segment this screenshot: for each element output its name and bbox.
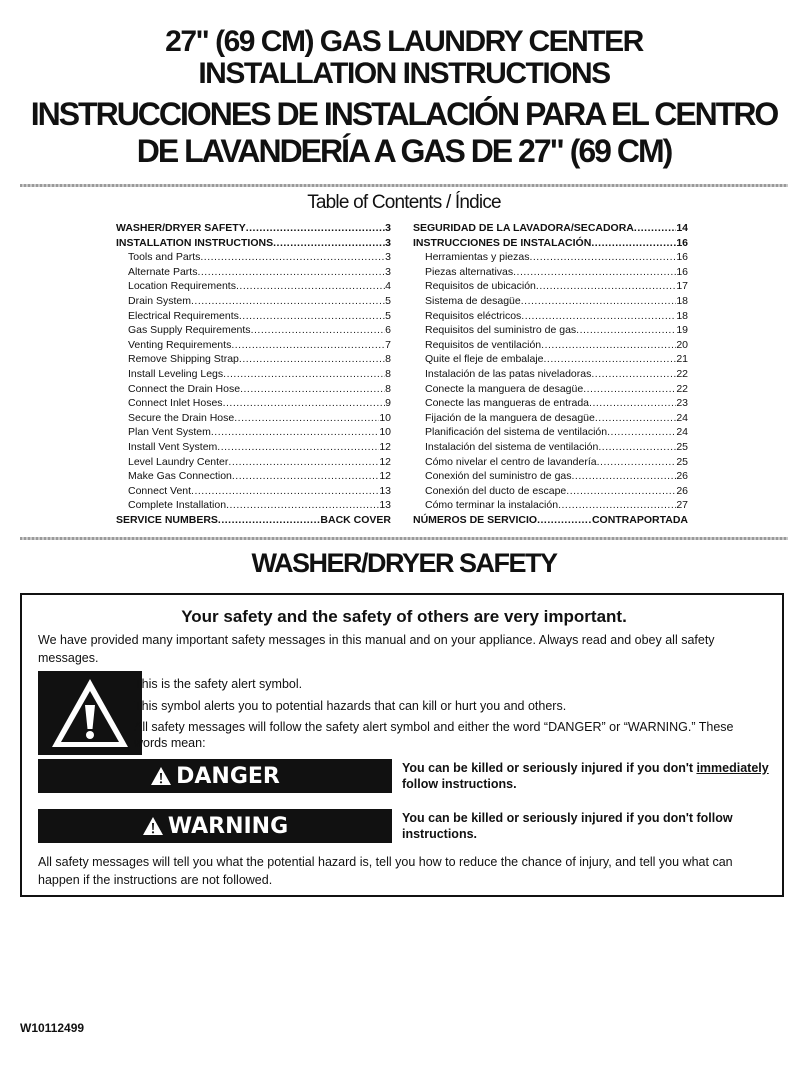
toc-entry [116,236,391,251]
danger-description [402,760,782,792]
toc-entry-label: Conecte las mangueras de entrada [425,397,590,410]
toc-entry [116,382,391,397]
toc-leader-dots [598,440,676,455]
warning-label: WARNING [167,813,289,839]
toc-entry [413,440,688,455]
toc-entry [116,513,391,528]
toc-leader-dots [239,352,385,367]
toc-entry [413,250,688,265]
toc-leader-dots [217,440,379,455]
danger-desc-emphasis: immediately [696,761,769,775]
toc-entry-label: Requisitos del suministro de gas [425,324,577,337]
toc-entry-label: Drain System [128,294,192,307]
toc-entry [413,323,688,338]
title-line-3: INSTRUCCIONES DE INSTALACIÓN PARA EL CENTRO [30,96,778,132]
toc-entry [413,425,688,440]
toc-entry-label: Instalación del sistema de ventilación [425,440,599,453]
warning-description: You can be killed or seriously injured if you don't follow instructions. [402,811,733,841]
toc-entry-page: 17 [676,280,688,293]
toc-entry [413,309,688,324]
warning-signal-bar [38,809,392,843]
toc-entry-label: Remove Shipping Strap [128,353,239,366]
toc-entry [413,279,688,294]
toc-entry-page: 5 [385,294,391,307]
toc-entry-page: 4 [385,280,391,293]
toc-entry-label: Planificación del sistema de ventilación [425,426,608,439]
toc-title: Table of Contents / Índice [307,192,501,213]
toc-entry-page: 3 [385,236,391,249]
toc-entry-label: INSTALLATION INSTRUCTIONS [116,236,274,249]
toc-entry-label: Conexión del ducto de escape [425,484,567,497]
alert-signal-text: All safety messages will follow the safety alert symbol and either the word “DANGER” or “WARNING.” These words mean: [134,720,734,750]
toc-leader-dots [521,309,676,324]
title-line-2: INSTALLATION INSTRUCTIONS [198,57,610,90]
toc-entry-page: 19 [676,324,688,337]
toc-entry-page: CONTRAPORTADA [591,513,688,526]
toc-entry-label: Plan Vent System [128,426,211,439]
toc-entry-label: Gas Supply Requirements [128,324,251,337]
toc-leader-dots [572,469,677,484]
divider-middle [20,537,788,540]
toc-entry-page: 8 [385,353,391,366]
toc-entry-page: 23 [676,397,688,410]
toc-entry-page: 14 [676,222,688,234]
toc-leader-dots [607,425,676,440]
alert-hazard-text: This symbol alerts you to potential hazards that can kill or hurt you and others. [134,699,567,713]
toc-entry [116,309,391,324]
toc-leader-dots [239,309,385,324]
toc-entry-page: 16 [676,236,688,249]
toc-entry [116,294,391,309]
alert-symbol-text: This is the safety alert symbol. [134,677,303,691]
toc-entry-page: 22 [676,367,688,380]
toc-entry-page: 12 [379,455,391,468]
toc-entry-page: 26 [676,484,688,497]
toc-entry-label: Connect the Drain Hose [128,382,241,395]
toc-entry [413,498,688,513]
safety-box [20,593,784,897]
toc-entry [413,455,688,470]
toc-entry-page: 8 [385,382,391,395]
safety-intro: We have provided many important safety messages in this manual and on your appliance. Always read and obey all safety messages. [38,633,715,665]
toc-column-english [116,221,391,527]
toc-entry-page: 3 [385,222,391,234]
toc-entry-page: 25 [676,440,688,453]
toc-entry-label: Connect Vent [128,484,192,497]
toc-entry-page: 24 [676,426,688,439]
toc-entry-page: 8 [385,367,391,380]
toc-entry [413,513,688,528]
toc-leader-dots [200,250,385,265]
toc-entry [116,411,391,426]
toc-leader-dots [595,411,676,426]
toc-entry-page: BACK COVER [320,513,391,526]
toc-entry-label: Piezas alternativas [425,265,514,278]
toc-entry [116,469,391,484]
toc-leader-dots [232,469,379,484]
toc-entry-page: 10 [379,426,391,439]
toc-entry-label: INSTRUCCIONES DE INSTALACIÓN [413,236,592,249]
toc-entry [413,484,688,499]
toc-entry-label: Requisitos eléctricos [425,309,522,322]
toc-leader-dots [537,513,592,528]
toc-entry-label: SEGURIDAD DE LA LAVADORA/SECADORA [413,222,634,234]
toc-entry [116,221,391,236]
toc-leader-dots [218,513,320,528]
toc-leader-dots [566,484,676,499]
toc-leader-dots [589,396,676,411]
toc-column-spanish [413,221,688,527]
toc-entry-label: Cómo nivelar el centro de lavandería [425,455,597,468]
toc-entry-page: 9 [385,397,391,410]
toc-entry [413,411,688,426]
toc-entry-page: 13 [379,484,391,497]
toc-entry-page: 12 [379,440,391,453]
toc-leader-dots [246,221,385,236]
toc-leader-dots [541,338,676,353]
toc-entry [413,265,688,280]
toc-entry-page: 27 [676,499,688,512]
toc-entry-label: Conecte la manguera de desagüe [425,382,584,395]
toc-entry-label: Complete Installation [128,499,227,512]
toc-entry [116,279,391,294]
toc-entry-label: Quite el fleje de embalaje [425,353,544,366]
title-line-1: 27" (69 CM) GAS LAUNDRY CENTER [165,25,643,58]
toc-entry-label: Sistema de desagüe [425,294,521,307]
toc-entry-label: Install Leveling Legs [128,367,224,380]
toc-entry [116,323,391,338]
toc-leader-dots [536,279,676,294]
toc-entry-page: 6 [385,324,391,337]
toc-entry [413,338,688,353]
safety-alert-icon [38,671,142,755]
toc-leader-dots [591,367,676,382]
toc-entry-label: Connect Inlet Hoses [128,397,223,410]
toc-entry-label: Venting Requirements [128,338,232,351]
toc-leader-dots [211,425,379,440]
toc-entry-label: Requisitos de ventilación [425,338,542,351]
toc-leader-dots [529,250,676,265]
toc-entry-label: Tools and Parts [128,251,201,264]
toc-leader-dots [197,265,385,280]
toc-entry-label: Electrical Requirements [128,309,239,322]
toc-entry [116,265,391,280]
toc-entry [413,469,688,484]
toc-leader-dots [223,396,386,411]
toc-leader-dots [231,338,385,353]
toc-leader-dots [251,323,386,338]
divider-top [20,184,788,187]
toc-entry-page: 16 [676,251,688,264]
toc-leader-dots [513,265,676,280]
toc-entry-page: 26 [676,470,688,483]
toc-entry-page: 24 [676,411,688,424]
toc-entry-page: 18 [676,309,688,322]
toc-entry-label: Level Laundry Center [128,455,229,468]
toc-entry-page: 22 [676,382,688,395]
toc-entry [413,367,688,382]
toc-entry-label: Make Gas Connection [128,470,232,483]
toc-entry-page: 20 [676,338,688,351]
toc-entry-label: WASHER/DRYER SAFETY [116,222,246,234]
toc-leader-dots [223,367,385,382]
toc-entry-page: 21 [676,353,688,366]
toc-leader-dots [576,323,676,338]
toc-leader-dots [521,294,677,309]
toc-entry-page: 13 [379,499,391,512]
toc-entry [116,455,391,470]
toc-entry-page: 3 [385,251,391,264]
toc-entry-page: 25 [676,455,688,468]
title-line-4: DE LAVANDERÍA A GAS DE 27" (69 CM) [136,133,672,169]
toc-leader-dots [558,498,676,513]
toc-leader-dots [591,236,676,251]
alert-triangle-icon [142,816,164,836]
toc-entry-label: Conexión del suministro de gas [425,470,572,483]
toc-leader-dots [191,294,385,309]
toc-entry-label: Alternate Parts [128,265,198,278]
alert-triangle-icon [150,766,172,786]
toc-leader-dots [597,455,677,470]
toc-leader-dots [583,382,676,397]
toc-entry [116,352,391,367]
toc-entry-label: Secure the Drain Hose [128,411,235,424]
toc-entry-label: Herramientas y piezas [425,251,530,264]
toc-entry [116,498,391,513]
toc-entry [413,236,688,251]
toc-entry-label: Instalación de las patas niveladoras [425,367,592,380]
toc-entry [116,338,391,353]
toc-entry-page: 3 [385,265,391,278]
toc-leader-dots [544,352,677,367]
toc-leader-dots [236,279,385,294]
toc-entry-page: 10 [379,411,391,424]
toc-entry [413,294,688,309]
toc-entry [116,250,391,265]
toc-entry [413,221,688,236]
danger-label: DANGER [176,763,280,789]
toc-entry [116,425,391,440]
toc-entry-label: Install Vent System [128,440,218,453]
safety-heading: Your safety and the safety of others are very important. [181,607,627,626]
toc-entry [116,367,391,382]
toc-entry-page: 18 [676,294,688,307]
toc-entry-label: Requisitos de ubicación [425,280,536,293]
toc-entry-label: SERVICE NUMBERS [116,513,218,526]
toc-entry-page: 7 [385,338,391,351]
toc-entry-label: Location Requirements [128,280,236,293]
danger-desc-text: You can be killed or seriously injured if you don't [402,761,697,775]
toc-entry [116,396,391,411]
safety-summary: All safety messages will tell you what the potential hazard is, tell you how to reduce the chance of injury, and tell you what can happen if the instructions are not followed. [38,855,733,887]
toc-entry-page: 16 [676,265,688,278]
toc-entry-label: NÚMEROS DE SERVICIO [413,513,538,526]
toc-entry-page: 5 [385,309,391,322]
toc-leader-dots [191,484,379,499]
toc-entry [413,352,688,367]
danger-signal-bar [38,759,392,793]
document-number: W10112499 [20,1021,85,1035]
toc-leader-dots [226,498,379,513]
toc-leader-dots [273,236,385,251]
toc-leader-dots [228,455,379,470]
danger-desc-tail: follow instructions. [402,777,517,791]
toc-entry [116,484,391,499]
toc-entry [413,396,688,411]
section-title: WASHER/DRYER SAFETY [251,548,557,578]
toc-entry-label: Cómo terminar la instalación [425,499,559,512]
toc-leader-dots [240,382,385,397]
toc-entry [413,382,688,397]
toc-entry [116,440,391,455]
toc-entry-label: Fijación de la manguera de desagüe [425,411,595,424]
toc-leader-dots [634,221,676,236]
toc-entry-page: 12 [379,470,391,483]
toc-leader-dots [234,411,379,426]
